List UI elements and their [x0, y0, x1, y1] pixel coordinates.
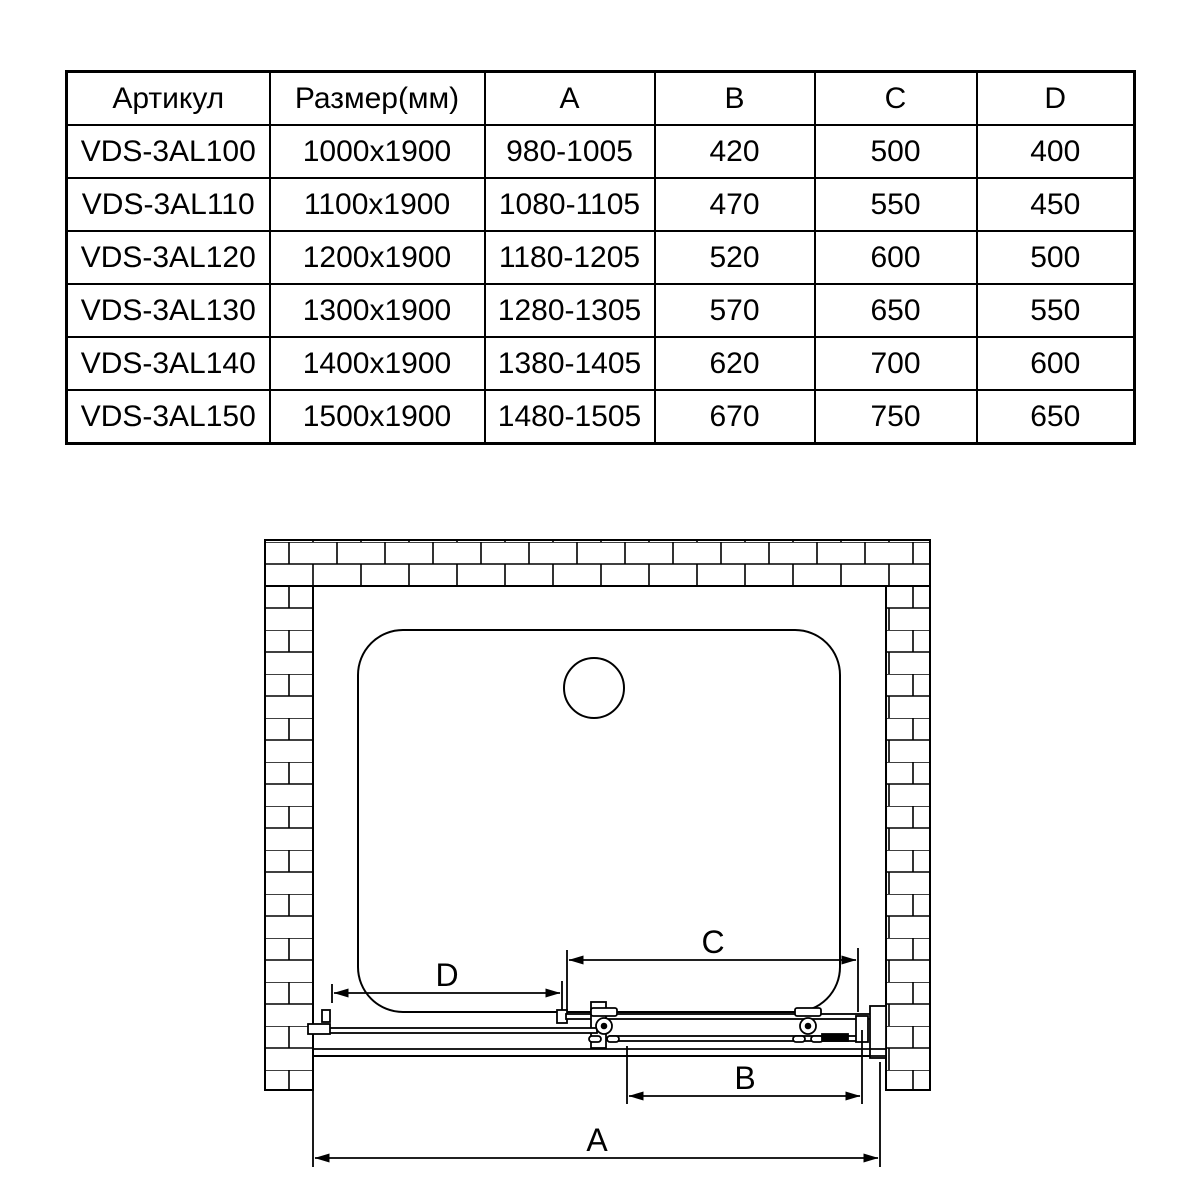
table-cell: 1180-1205 — [485, 231, 655, 284]
table-row — [67, 231, 1135, 284]
table-cell: 1200x1900 — [270, 231, 485, 284]
table-cell: 570 — [655, 284, 815, 337]
table-cell: 1480-1505 — [485, 390, 655, 444]
size-spec-table — [65, 70, 1136, 445]
wall-clip-left — [322, 1010, 330, 1022]
table-cell: VDS-3AL130 — [67, 284, 270, 337]
table-header-row — [67, 72, 1135, 126]
table-row — [67, 337, 1135, 390]
table-cell: 1000x1900 — [270, 125, 485, 178]
table-cell: 600 — [977, 337, 1135, 390]
wall-profile-right — [870, 1006, 886, 1058]
table-row — [67, 125, 1135, 178]
table-cell: VDS-3AL120 — [67, 231, 270, 284]
wall-profile-left — [308, 1024, 330, 1034]
table-cell: 550 — [815, 178, 977, 231]
table-cell: 650 — [977, 390, 1135, 444]
table-cell: 450 — [977, 178, 1135, 231]
table-cell: 600 — [815, 231, 977, 284]
fixed-panel — [313, 1028, 597, 1033]
col-header-d: D — [977, 72, 1135, 126]
col-header-article: Артикул — [67, 72, 270, 126]
installation-diagram — [0, 500, 1200, 1200]
table-cell: VDS-3AL110 — [67, 178, 270, 231]
table-cell: 420 — [655, 125, 815, 178]
table-cell: 1280-1305 — [485, 284, 655, 337]
col-header-b: B — [655, 72, 815, 126]
table-cell: 470 — [655, 178, 815, 231]
table-cell: VDS-3AL150 — [67, 390, 270, 444]
table-cell: 750 — [815, 390, 977, 444]
table-cell: 520 — [655, 231, 815, 284]
table-cell: 1380-1405 — [485, 337, 655, 390]
col-header-c: C — [815, 72, 977, 126]
dim-label-d: D — [435, 957, 459, 993]
table-cell: 1080-1105 — [485, 178, 655, 231]
table-cell: VDS-3AL140 — [67, 337, 270, 390]
table-cell: 400 — [977, 125, 1135, 178]
table-cell: 670 — [655, 390, 815, 444]
table-cell: 1500x1900 — [270, 390, 485, 444]
door-bumper — [822, 1034, 848, 1041]
col-header-size: Размер(мм) — [270, 72, 485, 126]
table-row — [67, 284, 1135, 337]
table-cell: VDS-3AL100 — [67, 125, 270, 178]
table-cell: 500 — [815, 125, 977, 178]
dim-label-a: A — [586, 1122, 608, 1158]
table-cell: 700 — [815, 337, 977, 390]
brick-wall-top — [265, 540, 930, 586]
table-row — [67, 178, 1135, 231]
brick-wall-left — [265, 540, 313, 1090]
drain-circle — [564, 658, 624, 718]
table-cell: 550 — [977, 284, 1135, 337]
table-cell: 1100x1900 — [270, 178, 485, 231]
table-cell: 1300x1900 — [270, 284, 485, 337]
dim-label-c: C — [701, 924, 725, 960]
table-cell: 500 — [977, 231, 1135, 284]
brick-wall-right — [886, 540, 930, 1090]
col-header-a: A — [485, 72, 655, 126]
table-row — [67, 390, 1135, 444]
table-cell: 980-1005 — [485, 125, 655, 178]
table-cell: 650 — [815, 284, 977, 337]
table-cell: 1400x1900 — [270, 337, 485, 390]
dim-label-b: B — [734, 1060, 756, 1096]
table-cell: 620 — [655, 337, 815, 390]
